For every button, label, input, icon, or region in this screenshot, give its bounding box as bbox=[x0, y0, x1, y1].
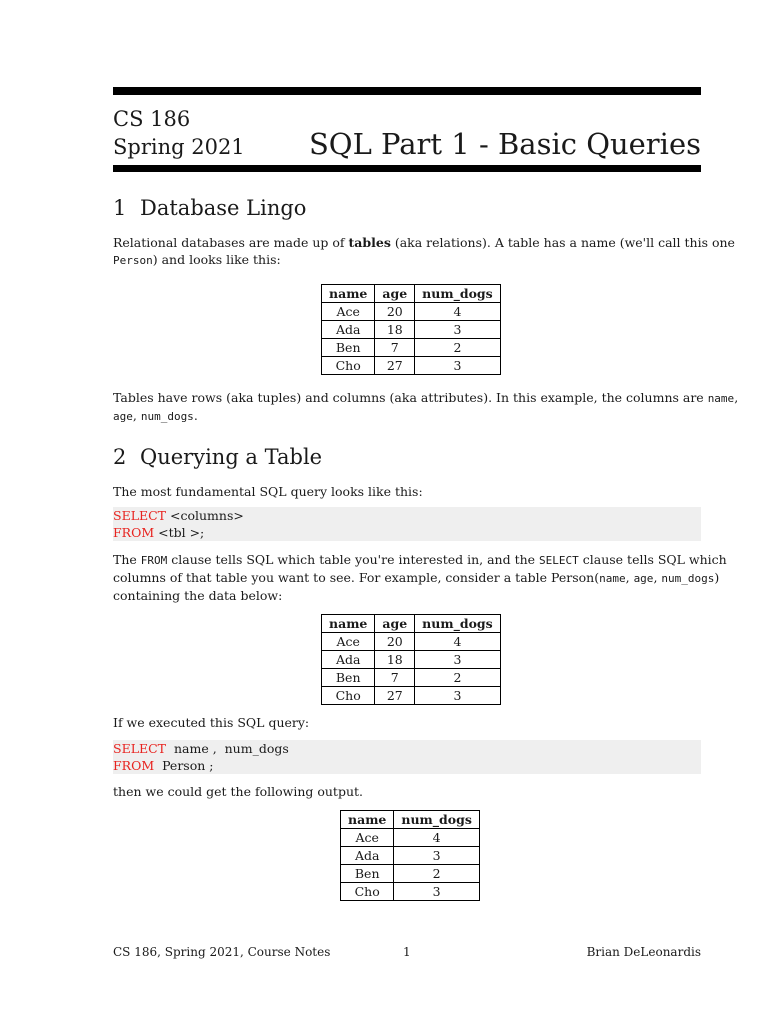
text: The bbox=[113, 552, 141, 567]
column-header: num_dogs bbox=[415, 285, 501, 303]
table-cell: 20 bbox=[375, 633, 415, 651]
table-header-row bbox=[322, 615, 501, 633]
text: clause tells SQL which table you're interested in, and the bbox=[167, 552, 540, 567]
footer-course: CS 186, Spring 2021, Course Notes bbox=[113, 945, 331, 959]
section-title: Database Lingo bbox=[140, 196, 307, 220]
table-cell: 4 bbox=[415, 303, 501, 321]
section-1-columns-paragraph bbox=[113, 389, 739, 425]
table-cell: 7 bbox=[375, 669, 415, 687]
code-line bbox=[113, 524, 701, 541]
table-row bbox=[341, 883, 480, 901]
bold-term: tables bbox=[348, 235, 391, 250]
table-cell: 4 bbox=[415, 633, 501, 651]
table-header-row bbox=[341, 811, 480, 829]
footer-author: Brian DeLeonardis bbox=[586, 945, 701, 959]
code-text: Person ; bbox=[154, 758, 214, 773]
column-header: name bbox=[322, 615, 375, 633]
column-header: age bbox=[375, 285, 415, 303]
section-number: 1 bbox=[113, 196, 127, 220]
sql-keyword: FROM bbox=[113, 525, 155, 540]
code-line bbox=[113, 757, 701, 774]
table-cell: 3 bbox=[415, 321, 501, 339]
text: (aka relations). A table has a name (we'll call this one bbox=[390, 235, 735, 250]
section-2-heading bbox=[113, 444, 322, 470]
term: Spring 2021 bbox=[113, 135, 245, 159]
sql-keyword: SELECT bbox=[113, 508, 167, 523]
table-cell: 3 bbox=[415, 357, 501, 375]
table-cell: Ben bbox=[322, 669, 375, 687]
table-cell: 2 bbox=[415, 339, 501, 357]
output-sentence: then we could get the following output. bbox=[113, 784, 363, 799]
code-block-syntax bbox=[113, 507, 701, 541]
text: , bbox=[132, 408, 141, 423]
section-2-intro: The most fundamental SQL query looks like this: bbox=[113, 484, 423, 499]
table-row bbox=[322, 303, 501, 321]
inline-code: name bbox=[707, 392, 735, 405]
text: , bbox=[625, 570, 634, 585]
inline-code: num_dogs bbox=[140, 410, 194, 423]
text: . bbox=[193, 408, 198, 423]
table-cell: 18 bbox=[375, 651, 415, 669]
person-table-example bbox=[321, 614, 501, 705]
table-row bbox=[341, 865, 480, 883]
table-cell: 3 bbox=[415, 651, 501, 669]
table-cell: Cho bbox=[322, 687, 375, 705]
table-cell: Ace bbox=[322, 303, 375, 321]
table-cell: Ben bbox=[341, 865, 394, 883]
text: Tables have rows (aka tuples) and columns (aka attributes). In this example, the columns are bbox=[113, 390, 708, 405]
table-row bbox=[322, 339, 501, 357]
table-cell: 27 bbox=[375, 687, 415, 705]
table-cell: Ace bbox=[341, 829, 394, 847]
table-cell: Ben bbox=[322, 339, 375, 357]
text: clause tells SQL which bbox=[578, 552, 727, 567]
table-cell: Ada bbox=[341, 847, 394, 865]
section-1-intro bbox=[113, 234, 735, 269]
executed-sentence: If we executed this SQL query: bbox=[113, 715, 310, 730]
code-block-query bbox=[113, 740, 701, 774]
text: ) bbox=[714, 570, 720, 585]
inline-code: name bbox=[599, 572, 626, 585]
table-cell: Cho bbox=[322, 357, 375, 375]
inline-code: age bbox=[633, 572, 654, 585]
document-title: SQL Part 1 - Basic Queries bbox=[308, 127, 701, 161]
course-name: CS 186 bbox=[113, 107, 191, 131]
inline-code: FROM bbox=[140, 554, 168, 567]
table-cell: 7 bbox=[375, 339, 415, 357]
table-cell: Ace bbox=[322, 633, 375, 651]
sql-keyword: FROM bbox=[113, 758, 155, 773]
table-cell: 3 bbox=[394, 883, 480, 901]
table-cell: Cho bbox=[341, 883, 394, 901]
table-row bbox=[341, 829, 480, 847]
text: Relational databases are made up of bbox=[113, 235, 349, 250]
section-title: Querying a Table bbox=[140, 445, 323, 469]
table-row bbox=[322, 321, 501, 339]
table-row bbox=[322, 357, 501, 375]
header-top-rule bbox=[113, 87, 701, 95]
column-header: num_dogs bbox=[415, 615, 501, 633]
code-text: <tbl >; bbox=[154, 525, 205, 540]
text: ) and looks like this: bbox=[152, 252, 281, 267]
table-row bbox=[322, 687, 501, 705]
text: containing the data below: bbox=[113, 588, 283, 603]
column-header: name bbox=[341, 811, 394, 829]
table-header-row bbox=[322, 285, 501, 303]
table-cell: 4 bbox=[394, 829, 480, 847]
text: , bbox=[734, 390, 739, 405]
sql-keyword: SELECT bbox=[113, 741, 167, 756]
table-cell: 2 bbox=[415, 669, 501, 687]
table-cell: 20 bbox=[375, 303, 415, 321]
text: , bbox=[653, 570, 662, 585]
table-row bbox=[341, 847, 480, 865]
table-cell: Ada bbox=[322, 321, 375, 339]
column-header: age bbox=[375, 615, 415, 633]
section-1-heading bbox=[113, 195, 306, 221]
inline-code: age bbox=[113, 410, 133, 423]
inline-code: num_dogs bbox=[661, 572, 715, 585]
table-row bbox=[322, 633, 501, 651]
section-2-explanation bbox=[113, 551, 727, 604]
query-output-table bbox=[340, 810, 480, 901]
code-text: <columns> bbox=[166, 508, 244, 523]
table-cell: 3 bbox=[415, 687, 501, 705]
page-number: 1 bbox=[403, 945, 411, 959]
inline-code: SELECT bbox=[539, 554, 579, 567]
table-cell: 3 bbox=[394, 847, 480, 865]
person-table bbox=[321, 284, 501, 375]
code-text: name , num_dogs bbox=[166, 741, 289, 756]
inline-code: Person bbox=[113, 254, 153, 267]
code-line bbox=[113, 740, 701, 757]
table-cell: 27 bbox=[375, 357, 415, 375]
table-cell: Ada bbox=[322, 651, 375, 669]
code-line bbox=[113, 507, 701, 524]
table-cell: 18 bbox=[375, 321, 415, 339]
table-cell: 2 bbox=[394, 865, 480, 883]
header-bottom-rule bbox=[113, 165, 701, 172]
table-row bbox=[322, 669, 501, 687]
text: columns of that table you want to see. For example, consider a table Person( bbox=[113, 570, 600, 585]
section-number: 2 bbox=[113, 445, 127, 469]
table-row bbox=[322, 651, 501, 669]
column-header: num_dogs bbox=[394, 811, 480, 829]
column-header: name bbox=[322, 285, 375, 303]
